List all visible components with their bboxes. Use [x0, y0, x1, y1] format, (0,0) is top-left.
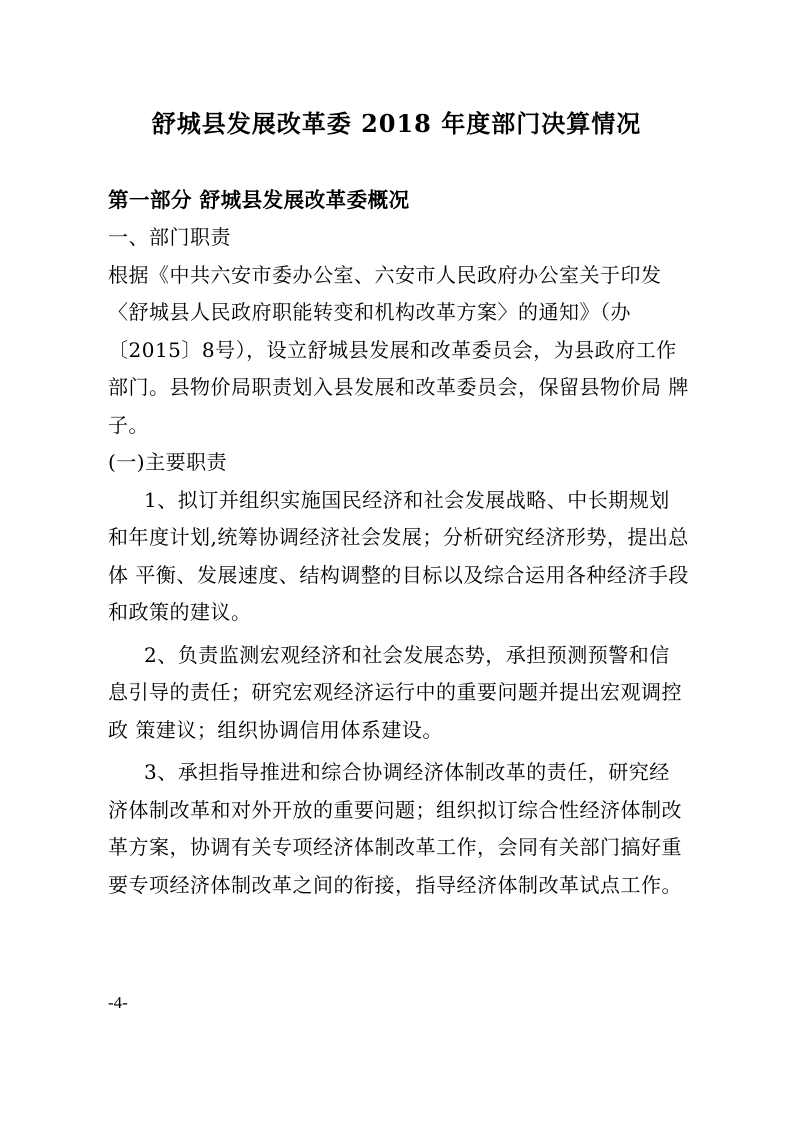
part-heading: 第一部分 舒城县发展改革委概况 — [108, 188, 410, 212]
document-title: 舒城县发展改革委 2018 年度部门决算情况 — [151, 109, 642, 138]
intro-paragraph: 根据《中共六安市委办公室、六安市人民政府办公室关于印发〈舒城县人民政府职能转变和机构改革方案〉的通知》（办〔2015〕8号），设立舒城县发展和改革委员会，为县政府工作部门。县物价局职责划入县发展和改革委员会，保留县物价局 牌子。 — [108, 262, 689, 437]
duty-paragraph-1: 1、拟订并组织实施国民经济和社会发展战略、中长期规划和年度计划,统筹协调经济社会发展；分析研究经济形势，提出总体 平衡、发展速度、结构调整的目标以及综合运用各种经济手段 和政策的建议。 — [108, 487, 689, 624]
page-number: -4- — [108, 993, 128, 1012]
subsection-heading: (一)主要职责 — [108, 450, 228, 474]
section-heading: 一、部门职责 — [108, 225, 231, 249]
duty-paragraph-3: 3、承担指导推进和综合协调经济体制改革的责任，研究经济体制改革和对外开放的重要问题；组织拟订综合性经济体制改革方案，协调有关专项经济体制改革工作，会同有关部门搞好重要专项经济体制改革之间的衔接，指导经济体制改革试点工作。 — [108, 760, 682, 897]
duty-paragraph-2: 2、负责监测宏观经济和社会发展态势，承担预测预警和信息引导的责任；研究宏观经济运行中的重要问题并提出宏观调控政 策建议；组织协调信用体系建设。 — [108, 642, 682, 742]
document-body — [108, 182, 690, 904]
